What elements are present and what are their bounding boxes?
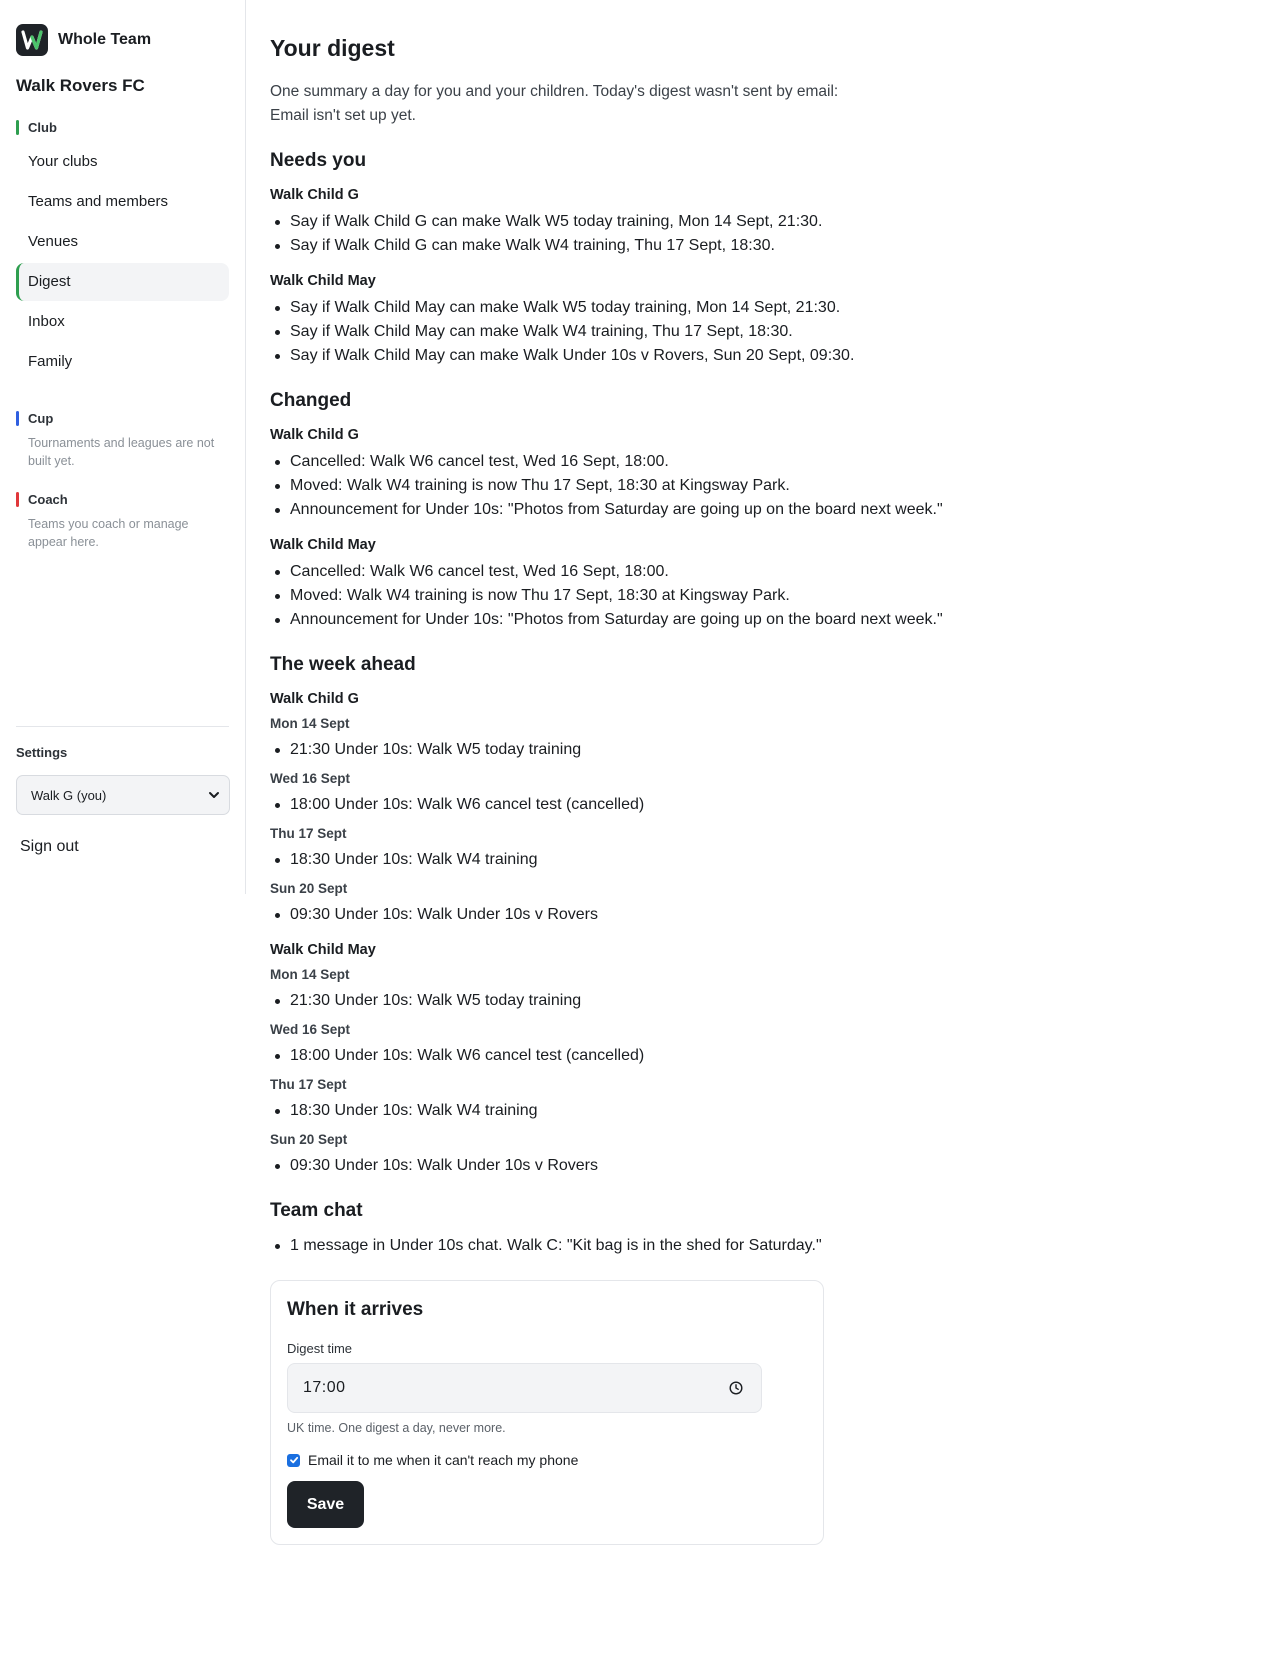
sidebar-item-family[interactable]: Family: [28, 353, 73, 370]
needs-you-list: [270, 210, 1256, 258]
section-label-text: Coach: [28, 492, 68, 507]
club-nav: [16, 143, 229, 381]
digest-intro: One summary a day for you and your children. Today's digest wasn't sent by email: Email isn't set up yet.: [270, 83, 839, 124]
week-ahead-heading: The week ahead: [270, 654, 416, 675]
day-list: [270, 793, 1256, 817]
brand[interactable]: [16, 24, 229, 56]
cup-section-note: Tournaments and leagues are not built yet.: [28, 436, 215, 468]
digest-time-hint: UK time. One digest a day, never more.: [287, 1421, 506, 1435]
list-item: 18:00 Under 10s: Walk W6 cancel test (cancelled): [270, 1044, 1256, 1068]
sign-out-link[interactable]: Sign out: [20, 838, 79, 855]
digest-time-label: Digest time: [287, 1341, 353, 1356]
day-heading: Mon 14 Sept: [270, 716, 350, 731]
sidebar-item-venues[interactable]: Venues: [28, 233, 79, 250]
list-item: 18:30 Under 10s: Walk W4 training: [270, 1099, 1256, 1123]
day-list: [270, 738, 1256, 762]
needs-you-list: [270, 296, 1256, 368]
cup-section-marker: [16, 411, 19, 426]
day-heading: Wed 16 Sept: [270, 771, 351, 786]
section-label-text: Cup: [28, 411, 54, 426]
day-heading: Sun 20 Sept: [270, 881, 348, 896]
child-name: Walk Child G: [270, 691, 359, 707]
child-name: Walk Child May: [270, 537, 376, 553]
clock-icon[interactable]: [729, 1381, 743, 1400]
list-item: Moved: Walk W4 training is now Thu 17 Sept, 18:30 at Kingsway Park.: [270, 584, 1256, 608]
chevron-down-icon: [207, 788, 221, 805]
when-it-arrives-heading: When it arrives: [287, 1299, 424, 1320]
section-label-coach: [16, 492, 229, 507]
main-content: [246, 0, 1280, 1662]
changed-heading: Changed: [270, 390, 352, 411]
profile-select[interactable]: [16, 775, 230, 815]
when-it-arrives-card: [270, 1280, 824, 1545]
list-item: Moved: Walk W4 training is now Thu 17 Sept, 18:30 at Kingsway Park.: [270, 474, 1256, 498]
day-heading: Mon 14 Sept: [270, 967, 350, 982]
list-item: Say if Walk Child May can make Walk W4 training, Thu 17 Sept, 18:30.: [270, 320, 1256, 344]
needs-you-heading: Needs you: [270, 150, 367, 171]
sidebar-item-teams-and-members[interactable]: Teams and members: [28, 193, 169, 210]
email-fallback-label: Email it to me when it can't reach my phone: [308, 1452, 579, 1468]
day-heading: Wed 16 Sept: [270, 1022, 351, 1037]
day-list: [270, 903, 1256, 927]
list-item: 1 message in Under 10s chat. Walk C: "Kit bag is in the shed for Saturday.": [270, 1234, 1256, 1258]
day-list: [270, 848, 1256, 872]
sidebar-item-your-clubs[interactable]: Your clubs: [28, 153, 98, 170]
child-name: Walk Child May: [270, 273, 376, 289]
list-item: Announcement for Under 10s: "Photos from Saturday are going up on the board next week.": [270, 498, 1256, 522]
day-list: [270, 989, 1256, 1013]
list-item: 21:30 Under 10s: Walk W5 today training: [270, 738, 1256, 762]
sidebar-item-digest[interactable]: Digest: [16, 263, 229, 301]
team-chat-heading: Team chat: [270, 1200, 363, 1221]
club-name: Walk Rovers FC: [16, 76, 145, 95]
list-item: 18:30 Under 10s: Walk W4 training: [270, 848, 1256, 872]
whole-team-logo-icon: [16, 24, 48, 56]
sidebar-divider: [16, 726, 229, 727]
section-label-text: Club: [28, 120, 57, 135]
brand-name: Whole Team: [58, 31, 152, 48]
list-item: 21:30 Under 10s: Walk W5 today training: [270, 989, 1256, 1013]
day-list: [270, 1044, 1256, 1068]
list-item: Say if Walk Child G can make Walk W5 today training, Mon 14 Sept, 21:30.: [270, 210, 1256, 234]
coach-section-marker: [16, 492, 19, 507]
day-heading: Thu 17 Sept: [270, 1077, 347, 1092]
page-title: Your digest: [270, 35, 395, 61]
changed-list: [270, 450, 1256, 522]
list-item: Say if Walk Child G can make Walk W4 training, Thu 17 Sept, 18:30.: [270, 234, 1256, 258]
email-fallback-checkbox[interactable]: [287, 1454, 300, 1467]
sidebar-item-inbox[interactable]: Inbox: [28, 313, 65, 330]
digest-time-input[interactable]: [287, 1363, 762, 1413]
sidebar: [0, 0, 246, 894]
profile-select-value: Walk G (you): [31, 787, 107, 803]
list-item: Cancelled: Walk W6 cancel test, Wed 16 Sept, 18:00.: [270, 560, 1256, 584]
section-label-club: [16, 120, 229, 135]
list-item: Say if Walk Child May can make Walk W5 today training, Mon 14 Sept, 21:30.: [270, 296, 1256, 320]
changed-list: [270, 560, 1256, 632]
day-heading: Thu 17 Sept: [270, 826, 347, 841]
save-button[interactable]: Save: [287, 1481, 364, 1528]
email-fallback-option[interactable]: [287, 1452, 807, 1468]
day-heading: Sun 20 Sept: [270, 1132, 348, 1147]
list-item: Cancelled: Walk W6 cancel test, Wed 16 Sept, 18:00.: [270, 450, 1256, 474]
settings-label: Settings: [16, 745, 68, 760]
child-name: Walk Child G: [270, 427, 359, 443]
child-name: Walk Child G: [270, 187, 359, 203]
list-item: 18:00 Under 10s: Walk W6 cancel test (cancelled): [270, 793, 1256, 817]
list-item: Say if Walk Child May can make Walk Under 10s v Rovers, Sun 20 Sept, 09:30.: [270, 344, 1256, 368]
club-section-marker: [16, 120, 19, 135]
digest-time-value: 17:00: [303, 1379, 346, 1396]
coach-section-note: Teams you coach or manage appear here.: [28, 517, 189, 549]
section-label-cup: [16, 411, 229, 426]
team-chat-list: [270, 1234, 1256, 1258]
child-name: Walk Child May: [270, 942, 376, 958]
list-item: Announcement for Under 10s: "Photos from Saturday are going up on the board next week.": [270, 608, 1256, 632]
day-list: [270, 1154, 1256, 1178]
list-item: 09:30 Under 10s: Walk Under 10s v Rovers: [270, 1154, 1256, 1178]
list-item: 09:30 Under 10s: Walk Under 10s v Rovers: [270, 903, 1256, 927]
day-list: [270, 1099, 1256, 1123]
